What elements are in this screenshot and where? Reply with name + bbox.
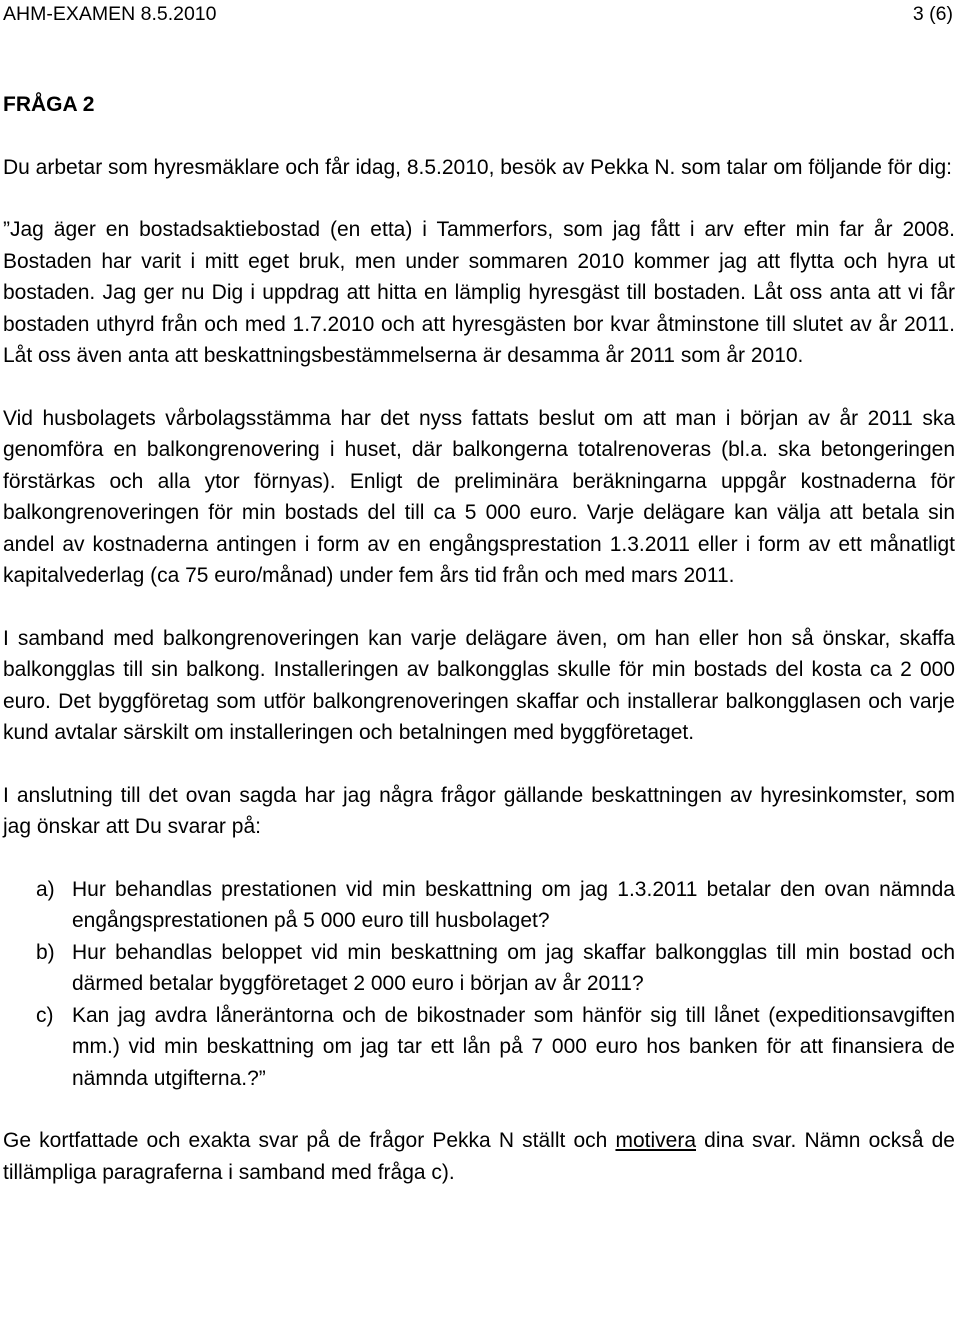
- list-marker: b): [36, 940, 55, 964]
- intro-paragraph: Du arbetar som hyresmäklare och får idag, 8.5.2010, besök av Pekka N. som talar om följande för dig:: [3, 155, 952, 179]
- motivera-emphasis: motivera: [615, 1129, 696, 1152]
- exam-title: AHM-EXAMEN 8.5.2010: [3, 3, 217, 25]
- page-number: 3 (6): [912, 3, 953, 25]
- closing-text-start: Ge kortfattade och exakta svar på de frågor Pekka N ställt och: [3, 1129, 616, 1152]
- list-marker: c): [36, 1003, 54, 1027]
- closing-text-end: dina svar. Nämn också de tillämpliga paragraferna i samband med fråga c).: [3, 1129, 955, 1184]
- list-item: [3, 1000, 955, 1095]
- list-item-text: Kan jag avdra låneräntorna och de bikostnader som hänför sig till lånet (expeditionsavgiften mm.) vid min beskattning om jag tar ett lån på 7 000 euro hos banken för att finansiera de nämnda utgifterna.?”: [72, 1003, 955, 1090]
- closing-instructions: [3, 1125, 955, 1188]
- list-item-text: Hur behandlas beloppet vid min beskattning om jag skaffar balkongglas till min bostad och därmed betalar byggföretaget 2 000 euro i början av år 2011?: [72, 940, 955, 995]
- page-header: [3, 2, 953, 26]
- paragraph-ownership: ”Jag äger en bostadsaktiebostad (en etta) i Tammerfors, som jag fått i arv efter min far år 2008. Bostaden har varit i mitt eget bruk, men under sommaren 2010 kommer jag att flytta och hyra ut bostaden. Jag ger nu Dig i uppdrag att hitta en lämplig hyresgäst till bostaden. Låt oss anta att vi får bostaden uthyrd från och med 1.7.2010 och att hyresgästen bor kvar åtminstone till slutet av år 2011. Låt oss även anta att beskattningsbestämmelserna är desamma år 2011 som år 2010.: [3, 218, 955, 367]
- paragraph-renovation: Vid husbolagets vårbolagsstämma har det nyss fattats beslut om att man i början av år 2011 ska genomföra en balkongrenovering i huset, där balkongerna totalrenoveras (bl.a. ska betongeringen förstärkas och alla ytor förnyas). Enligt de preliminära beräkningarna uppgår kostnaderna för balkongrenoveringen för min bostads del till ca 5 000 euro. Varje delägare kan välja att betala sin andel av kostnaderna antingen i form av en engångsprestation 1.3.2011 eller i form av ett månatligt kapitalvederlag (ca 75 euro/månad) under fem års tid från och med mars 2011.: [3, 406, 955, 587]
- list-item: [3, 937, 955, 1000]
- list-item-text: Hur behandlas prestationen vid min beskattning om jag 1.3.2011 betalar den ovan nämnda engångsprestationen på 5 000 euro till husbolaget?: [72, 877, 955, 932]
- paragraph-balcony-glass: I samband med balkongrenoveringen kan varje delägare även, om han eller hon så önskar, skaffa balkongglas till sin balkong. Installeringen av balkongglas skulle för min bostads del kosta ca 2 000 euro. Det byggföretag som utför balkongrenoveringen skaffar och installerar balkongglasen och varje kund avtalar särskilt om installeringen och betalningen med byggföretaget.: [3, 626, 955, 744]
- list-item: [3, 874, 955, 937]
- question-title: FRÅGA 2: [3, 93, 95, 116]
- question-list: [3, 874, 955, 1095]
- list-marker: a): [36, 877, 55, 901]
- paragraph-questions-intro: I anslutning till det ovan sagda har jag några frågor gällande beskattningen av hyresinkomster, som jag önskar att Du svarar på:: [3, 783, 955, 838]
- question-content: [3, 89, 955, 1188]
